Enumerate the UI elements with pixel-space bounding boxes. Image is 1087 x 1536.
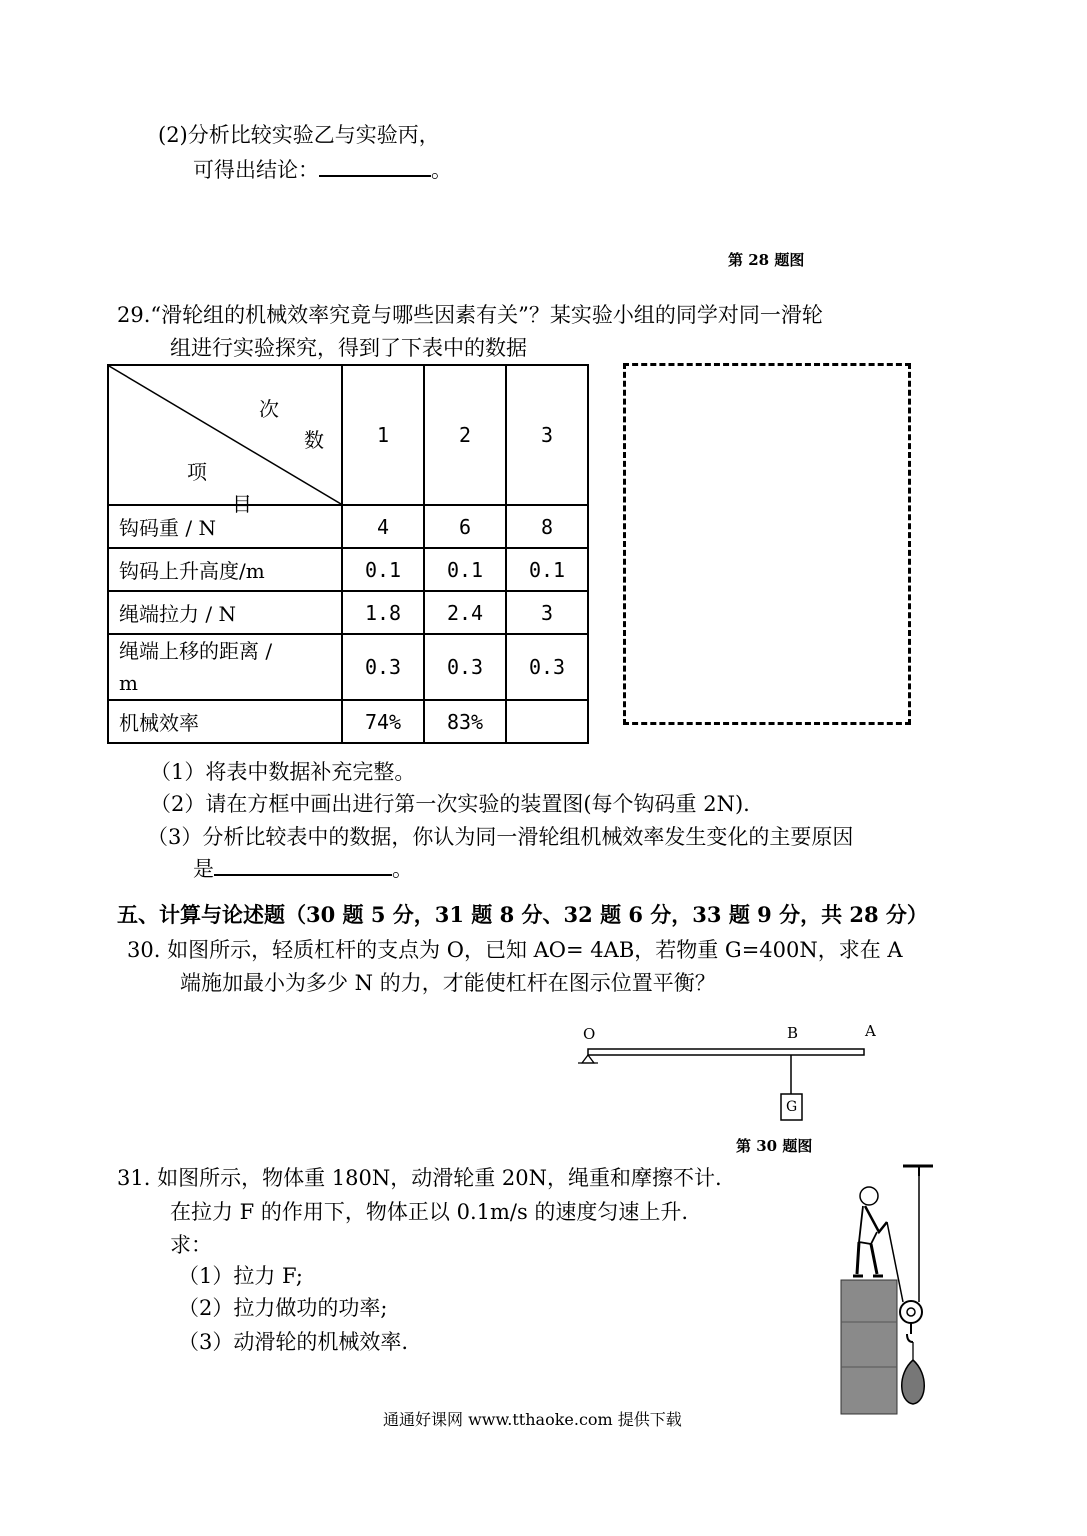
q31-sub3: （3）动滑轮的机械效率.	[178, 1330, 409, 1354]
q28-conclusion-suffix: 。	[431, 158, 452, 182]
lever-diagram	[575, 1018, 895, 1128]
q29-sub3-suffix: 。	[392, 857, 413, 881]
q29-data-table	[107, 364, 589, 744]
section5-heading: 五、计算与论述题（30 题 5 分，31 题 8 分、32 题 6 分，33 题 9 分，共 28 分）	[117, 902, 928, 927]
table-row	[108, 700, 588, 743]
q28-part2-line1: (2)分析比较实验乙与实验丙，	[158, 123, 440, 147]
col-header-2: 2	[424, 365, 506, 505]
q28-answer-blank[interactable]	[319, 155, 431, 177]
q29-answer-blank[interactable]	[214, 854, 392, 876]
row-label: 机械效率	[108, 700, 342, 743]
table-cell: 1.8	[342, 591, 424, 634]
table-cell: 4	[342, 505, 424, 548]
table-cell: 2.4	[424, 591, 506, 634]
table-cell: 0.1	[424, 548, 506, 591]
q31-stem-line1: 31. 如图所示，物体重 180N，动滑轮重 20N，绳重和摩擦不计.	[117, 1166, 722, 1190]
q28-figure-caption: 第 28 题图	[728, 251, 805, 269]
q30-stem-line1: 30. 如图所示，轻质杠杆的支点为 O，已知 AO= 4AB，若物重 G=400N，求在 A	[127, 938, 903, 962]
table-row	[108, 591, 588, 634]
table-diagonal-header	[108, 365, 342, 516]
q29-sub3-prefix: 是	[193, 857, 214, 881]
label-g: G	[786, 1099, 798, 1115]
col-header-3: 3	[506, 365, 588, 505]
table-cell: 0.3	[342, 634, 424, 700]
q29-stem-line1: 29.“滑轮组的机械效率究竟与哪些因素有关”？某实验小组的同学对同一滑轮	[117, 303, 823, 327]
q31-sub2: （2）拉力做功的功率;	[178, 1296, 388, 1320]
q29-sub3-line1: （3）分析比较表中的数据，你认为同一滑轮组机械效率发生变化的主要原因	[147, 825, 854, 849]
row-label-line1: 绳端上移的距离 /	[119, 639, 273, 663]
q29-sub1: （1）将表中数据补充完整。	[150, 760, 416, 784]
pulley-worker-illustration	[835, 1162, 950, 1417]
col-header-1: 1	[342, 365, 424, 505]
q30-figure-caption: 第 30 题图	[736, 1137, 813, 1155]
q28-conclusion-prefix: 可得出结论：	[193, 158, 319, 182]
header-xiang: 项	[187, 460, 207, 484]
table-row	[108, 548, 588, 591]
page-footer: 通通好课网 www.tthaoke.com 提供下载	[383, 1410, 682, 1429]
header-mu: 目	[232, 492, 252, 516]
q31-stem-line2: 在拉力 F 的作用下，物体正以 0.1m/s 的速度匀速上升.	[170, 1200, 689, 1224]
label-a: A	[865, 1022, 876, 1040]
q29-stem-line2: 组进行实验探究，得到了下表中的数据	[170, 336, 527, 360]
row-label-line2: m	[119, 671, 138, 695]
row-label: 绳端拉力 / N	[108, 591, 342, 634]
label-b: B	[787, 1024, 799, 1042]
row-label	[108, 634, 342, 700]
table-cell: 74%	[342, 700, 424, 743]
drawing-answer-box[interactable]	[623, 363, 911, 725]
table-cell: 3	[506, 591, 588, 634]
table-cell: 6	[424, 505, 506, 548]
header-shu: 数	[304, 428, 324, 452]
table-cell: 0.3	[424, 634, 506, 700]
table-row	[108, 505, 588, 548]
table-row	[108, 634, 588, 700]
q29-sub2: （2）请在方框中画出进行第一次实验的装置图(每个钩码重 2N).	[150, 792, 750, 816]
q31-sub1: （1）拉力 F;	[178, 1264, 303, 1288]
efficiency-answer-cell[interactable]	[506, 700, 588, 743]
row-label: 钩码重 / N	[108, 505, 342, 548]
pulley-figure	[835, 1162, 950, 1417]
table-cell: 0.3	[506, 634, 588, 700]
table-cell: 0.1	[342, 548, 424, 591]
header-ci: 次	[259, 397, 279, 421]
q28-part2-line2	[193, 155, 452, 185]
label-o: O	[583, 1025, 596, 1043]
table-cell: 0.1	[506, 548, 588, 591]
table-cell: 83%	[424, 700, 506, 743]
q29-sub3-line2	[193, 854, 413, 884]
table-cell: 8	[506, 505, 588, 548]
q30-stem-line2: 端施加最小为多少 N 的力，才能使杠杆在图示位置平衡？	[180, 971, 716, 995]
q31-stem-line3: 求：	[170, 1233, 212, 1257]
row-label: 钩码上升高度/m	[108, 548, 342, 591]
lever-figure	[575, 1018, 895, 1128]
